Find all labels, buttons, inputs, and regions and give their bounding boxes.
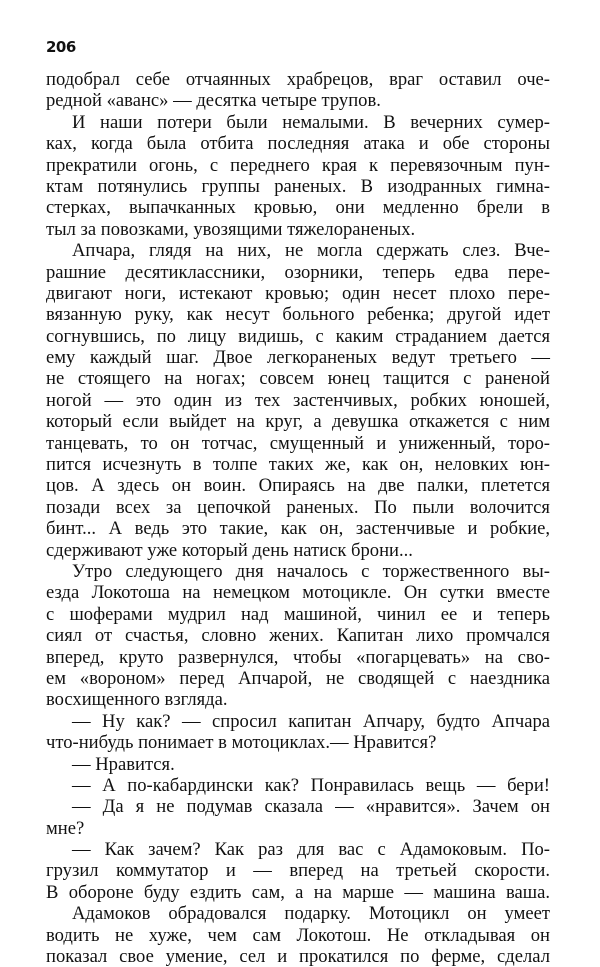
text-line: ках, когда была отбита последняя атака и обе стороны [46,133,550,155]
text-line: В обороне буду ездить сам, а на марше — машина ваша. [46,881,550,903]
text-line: что-нибудь понимает в мотоциклах.— Нравится? [46,732,437,754]
text-line: цов. А здесь он воин. Опираясь на две палки, плетется [46,475,550,497]
text-line: восхищенного взгляда. [46,689,228,711]
text-line: который если выйдет на круг, а девушка откажется с ним [46,411,550,433]
text-line: рашние десятиклассники, озорники, теперь едва пере- [46,261,550,283]
text-line: И наши потери были немалыми. В вечерних сумер- [72,111,550,133]
page-number: 206 [46,38,76,56]
text-line: ему каждый шаг. Двое легкораненых ведут третьего — [46,347,550,369]
text-line: ем «вороном» перед Апчарой, не сводящей с наездника [46,667,550,689]
text-line: прекратили огонь, с переднего края к перевязочным пун- [46,154,550,176]
text-line: показал свое умение, сел и прокатился по ферме, сделал [46,946,550,967]
text-line: мне? [46,817,85,839]
text-line: тыл за повозками, увозящими тяжелораненых. [46,218,416,240]
text-line: Апчара, глядя на них, не могла сдержать слез. Вче- [72,240,550,262]
text-line: сдерживают уже который день натиск брони... [46,539,413,561]
text-line: — А по-кабардински как? Понравилась вещь — бери! [72,774,550,796]
text-line: бинт... А ведь это такие, как он, застенчивые и робкие, [46,518,550,540]
text-line: ктам потянулись группы раненых. В изодранных гимна- [46,175,550,197]
text-line: — Нравится. [72,753,175,775]
text-line: пится исчезнуть в толпе таких же, как он, неловких юн- [46,454,550,476]
text-line: — Как зачем? Как раз для вас с Адамоковым. По- [72,839,550,861]
text-line: двигают ноги, истекают кровью; один несет плохо пере- [46,282,550,304]
text-line: стерках, выпачканных кровью, они медленно брели в [46,197,550,219]
text-line: с шоферами мудрил над машиной, чинил ее и теперь [46,603,550,625]
text-line: редной «аванс» — десятка четыре трупов. [46,90,381,112]
text-line: — Ну как? — спросил капитан Апчару, будто Апчара [72,710,550,732]
text-line: танцевать, то он тотчас, смущенный и униженный, торо- [46,432,550,454]
text-line: Адамоков обрадовался подарку. Мотоцикл он умеет [72,903,550,925]
text-line: согнувшись, по лицу видишь, с каким страданием дается [46,325,550,347]
text-line: грузил коммутатор и — вперед на третьей скорости. [46,860,550,882]
text-line: водить не хуже, чем сам Локотош. Не откладывая он [46,924,550,946]
text-line: подобрал себе отчаянных храбрецов, враг оставил оче- [46,69,550,90]
body-text [46,69,550,967]
text-line: вязанную руку, как несут больного ребенка; другой идет [46,304,550,326]
text-line: сиял от счастья, словно жених. Капитан лихо промчался [46,625,550,647]
text-line: позади всех за цепочкой раненых. По пыли волочится [46,496,550,518]
text-line: ногой — это один из тех застенчивых, робких юношей, [46,389,550,411]
text-line: Утро следующего дня началось с торжественного вы- [72,560,550,582]
text-line: вперед, круто развернулся, чтобы «погарцевать» на сво- [46,646,550,668]
text-line: езда Локотоша на немецком мотоцикле. Он сутки вместе [46,582,550,604]
text-line: не стоящего на ногах; совсем юнец тащится с раненой [46,368,550,390]
text-line: — Да я не подумав сказала — «нравится». Зачем он [72,796,550,818]
